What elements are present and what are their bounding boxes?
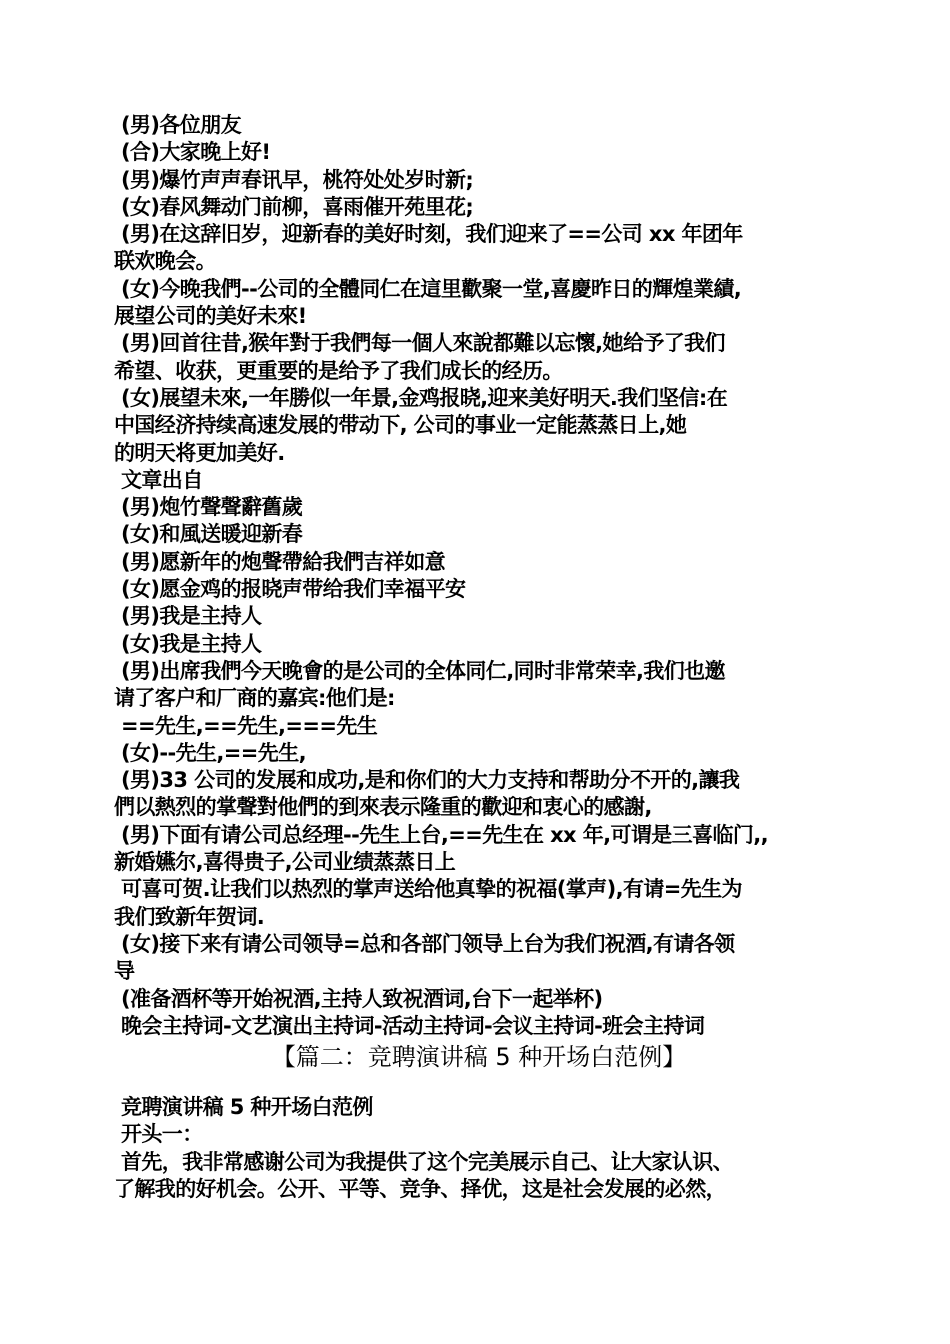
- text-line: (女)愿金鸡的报晓声带给我们幸福平安: [121, 577, 466, 602]
- text-line: 联欢晚会。: [114, 249, 216, 274]
- text-line: (女)我是主持人: [121, 631, 262, 656]
- text-line: (男)炮竹聲聲辭舊歲: [121, 495, 303, 520]
- text-line: (男)下面有请公司总经理--先生上台,==先生在 xx 年,可谓是三喜临门,,: [121, 822, 769, 847]
- text-line: (男)在这辞旧岁，迎新春的美好时刻，我们迎来了==公司 xx 年团年: [121, 222, 743, 247]
- text-line: (男)愿新年的炮聲帶給我們吉祥如意: [121, 549, 445, 574]
- text-line: (准备酒杯等开始祝酒,主持人致祝酒词,台下一起举杯): [121, 986, 603, 1011]
- text-line: (男)回首往昔,猴年對于我們每一個人來說都難以忘懷,她给予了我们: [121, 331, 725, 356]
- text-line: (男)各位朋友: [121, 113, 241, 137]
- text-line: 文章出自: [121, 467, 203, 492]
- text-line: 竞聘演讲稿 5 种开场白范例: [121, 1095, 373, 1120]
- script-lines: [114, 112, 844, 1040]
- document-page: [114, 112, 844, 1203]
- text-line: (男)爆竹声声春讯早，桃符处处岁时新;: [121, 167, 474, 192]
- text-line: (合)大家晚上好!: [121, 140, 271, 165]
- text-line: (女)--先生,==先生,: [121, 740, 306, 765]
- speech-lines: [114, 1094, 844, 1203]
- text-line: 导: [114, 959, 135, 984]
- text-line: 新婚嬿尔,喜得贵子,公司业绩蒸蒸日上: [114, 850, 456, 875]
- text-line: 请了客户和厂商的嘉宾:他们是:: [114, 686, 395, 711]
- text-line: 晚会主持词-文艺演出主持词-活动主持词-会议主持词-班会主持词: [121, 1013, 705, 1038]
- text-line: (女)和風送暖迎新春: [121, 522, 303, 547]
- text-line: (男)出席我們今天晚會的是公司的全体同仁,同时非常荣幸,我们也邀: [121, 658, 725, 683]
- text-line: (男)我是主持人: [121, 604, 262, 629]
- text-line: (男)33 公司的发展和成功,是和你们的大力支持和帮助分不开的,讓我: [121, 768, 740, 793]
- text-line: 开头一：: [121, 1122, 203, 1147]
- text-line: 希望、收获，更重要的是给予了我们成长的经历。: [114, 358, 563, 383]
- text-line: 中国经济持续高速发展的带动下, 公司的事业一定能蒸蒸日上,她: [114, 413, 687, 438]
- text-line: (女)今晚我們--公司的全體同仁在這里歡聚一堂,喜慶昨日的輝煌業績,: [121, 276, 742, 301]
- text-line: (女)接下来有请公司领导=总和各部门领导上台为我们祝酒,有请各领: [121, 931, 735, 956]
- text-line: 了解我的好机会。公开、平等、竞争、择优，这是社会发展的必然，: [114, 1176, 726, 1201]
- text-line: 我们致新年贺词.: [114, 904, 265, 929]
- text-line: (女)展望未來,一年勝似一年景,金鸡报晓,迎来美好明天.我们坚信:在: [121, 385, 728, 410]
- text-line: 們以熱烈的掌聲對他們的到來表示隆重的歡迎和衷心的感謝,: [114, 795, 652, 820]
- text-line: (女)春风舞动门前柳，喜雨催开苑里花;: [121, 194, 474, 219]
- text-line: 的明天将更加美好.: [114, 440, 285, 465]
- text-line: 可喜可贺.让我们以热烈的掌声送给他真挚的祝福(掌声),有请=先生为: [121, 877, 742, 902]
- section-heading: 【篇二：竞聘演讲稿 5 种开场白范例】: [271, 1043, 687, 1072]
- text-line: 展望公司的美好未來!: [114, 304, 307, 329]
- text-line: 首先，我非常感谢公司为我提供了这个完美展示自己、让大家认识、: [121, 1149, 733, 1174]
- text-line: ==先生,==先生,===先生: [121, 713, 378, 738]
